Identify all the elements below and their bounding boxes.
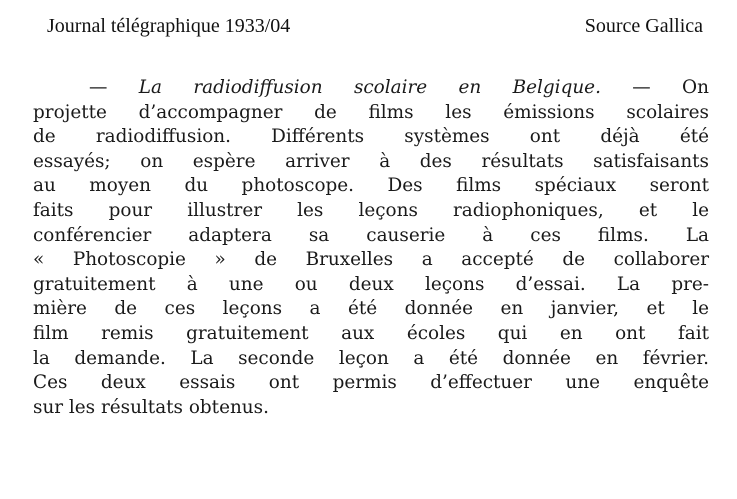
article-line: la demande. La seconde leçon a été donnée en février. [33, 347, 709, 369]
article-line: Ces deux essais ont permis d’effectuer une enquête [33, 372, 709, 394]
article-line: au moyen du photoscope. Des films spéciaux seront [33, 175, 709, 197]
article-line: « Photoscopie » de Bruxelles a accepté de collaborer [33, 249, 709, 271]
article-title: La radiodiffusion scolaire en Belgique. [138, 77, 601, 98]
article-line: projette d’accompagner de films les émissions scolaires [33, 101, 709, 123]
after-title-text: — On [600, 77, 709, 98]
source-journal-label: Journal télégraphique 1933/04 [47, 15, 291, 37]
article-first-line [33, 76, 709, 101]
article-line: conférencier adaptera sa causerie à ces films. La [33, 224, 709, 246]
article-line: gratuitement à une ou deux leçons d’essai. La pre- [33, 273, 709, 295]
article-body [33, 76, 709, 420]
article-line: mière de ces leçons a été donnée en janvier, et le [33, 298, 709, 320]
article-line: film remis gratuitement aux écoles qui en ont fait [33, 322, 709, 344]
lead-dash: — [89, 77, 139, 98]
article-line: de radiodiffusion. Différents systèmes ont déjà été [33, 126, 709, 148]
article-line: essayés; on espère arriver à des résultats satisfaisants [33, 150, 709, 172]
source-gallica-label: Source Gallica [584, 15, 703, 37]
article-line: faits pour illustrer les leçons radiophoniques, et le [33, 199, 709, 221]
article-last-line: sur les résultats obtenus. [33, 396, 269, 418]
